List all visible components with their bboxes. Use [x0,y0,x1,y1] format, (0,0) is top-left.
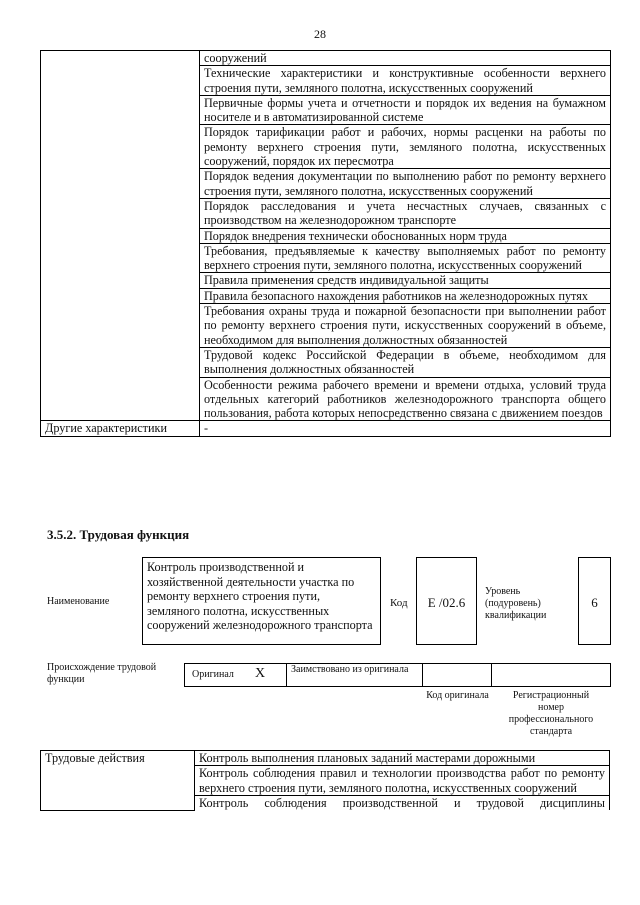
other-characteristics-value: - [200,421,611,436]
knowledge-item: Первичные формы учета и отчетности и порядок их ведения на бумажном носителе и в автоматизированной системе [200,95,611,125]
labor-action-item: Контроль выполнения плановых заданий мастерами дорожными [195,751,610,766]
borrowed-label: Заимствовано из оригинала [291,664,409,675]
knowledge-table [40,50,611,437]
knowledge-item: Требования, предъявляемые к качеству выполняемых работ по ремонту верхнего строения пути, земляного полотна, искусственных сооружений [200,243,611,273]
section-heading: 3.5.2. Трудовая функция [47,527,190,542]
function-code: Е /02.6 [427,595,466,610]
function-level: 6 [591,595,598,610]
origin-box [184,663,611,687]
original-label: Оригинал [192,669,234,680]
labor-actions-table [40,750,610,811]
registration-caption: Регистрационный номер профессионального стандарта [508,690,594,737]
knowledge-item: Трудовой кодекс Российской Федерации в объеме, необходимом для выполнения должностных обязанностей [200,347,611,377]
labor-action-item: Контроль соблюдения правил и технологии производства работ по ремонту верхнего строения пути, земляного полотна, искусственных сооружений [195,766,610,796]
level-box [578,557,611,645]
other-characteristics-label: Другие характеристики [41,421,200,436]
divider [422,664,423,686]
table-row [41,421,611,436]
code-original-caption: Код оригинала [426,690,489,701]
knowledge-item: Технические характеристики и конструктивные особенности верхнего строения пути, земляного полотна, искусственных сооружений [200,66,611,96]
labor-action-item: Контроль соблюдения производственной и трудовой дисциплины [195,795,610,810]
knowledge-item: Порядок тарификации работ и рабочих, нормы расценки на работы по ремонту верхнего строения пути, земляного полотна, искусственных сооружений, порядок их пересмотра [200,125,611,169]
knowledge-item: Правила безопасного нахождения работников на железнодорожных путях [200,288,611,303]
knowledge-item: Правила применения средств индивидуальной защиты [200,273,611,288]
name-label: Наименование [47,596,110,607]
table-left-cell [41,51,200,421]
original-mark: X [255,666,266,681]
origin-label: Происхождение трудовой функции [47,662,157,685]
table-row [41,751,610,766]
divider [286,664,287,686]
level-label: Уровень (подуровень) квалификации [485,586,547,621]
knowledge-item: Порядок расследования и учета несчастных случаев, связанных с производством на железнодорожном транспорте [200,198,611,228]
function-name-box [142,557,381,645]
code-box [416,557,477,645]
knowledge-item: Порядок ведения документации по выполнению работ по ремонту верхнего строения пути, земляного полотна, искусственных сооружений [200,169,611,199]
knowledge-item: Требования охраны труда и пожарной безопасности при выполнении работ по ремонту верхнего строения пути, искусственных сооружений в объеме, необходимом для выполнения должностных обязанностей [200,304,611,348]
labor-actions-label: Трудовые действия [41,751,195,811]
divider [491,664,492,686]
knowledge-item: Особенности режима рабочего времени и времени отдыха, условий труда отдельных категорий работников железнодорожного транспорта общего пользования, работа которых непосредственно связана с движением поездов [200,377,611,421]
knowledge-item: сооружений [200,51,611,66]
function-name: Контроль производственной и хозяйственной деятельности участка по ремонту верхнего строения пути, земляного полотна, искусственных сооружений железнодорожного транспорта [147,560,373,633]
code-label: Код [390,597,408,609]
table-row [41,51,611,66]
page-number: 28 [314,27,326,41]
knowledge-item: Порядок внедрения технически обоснованных норм труда [200,228,611,243]
